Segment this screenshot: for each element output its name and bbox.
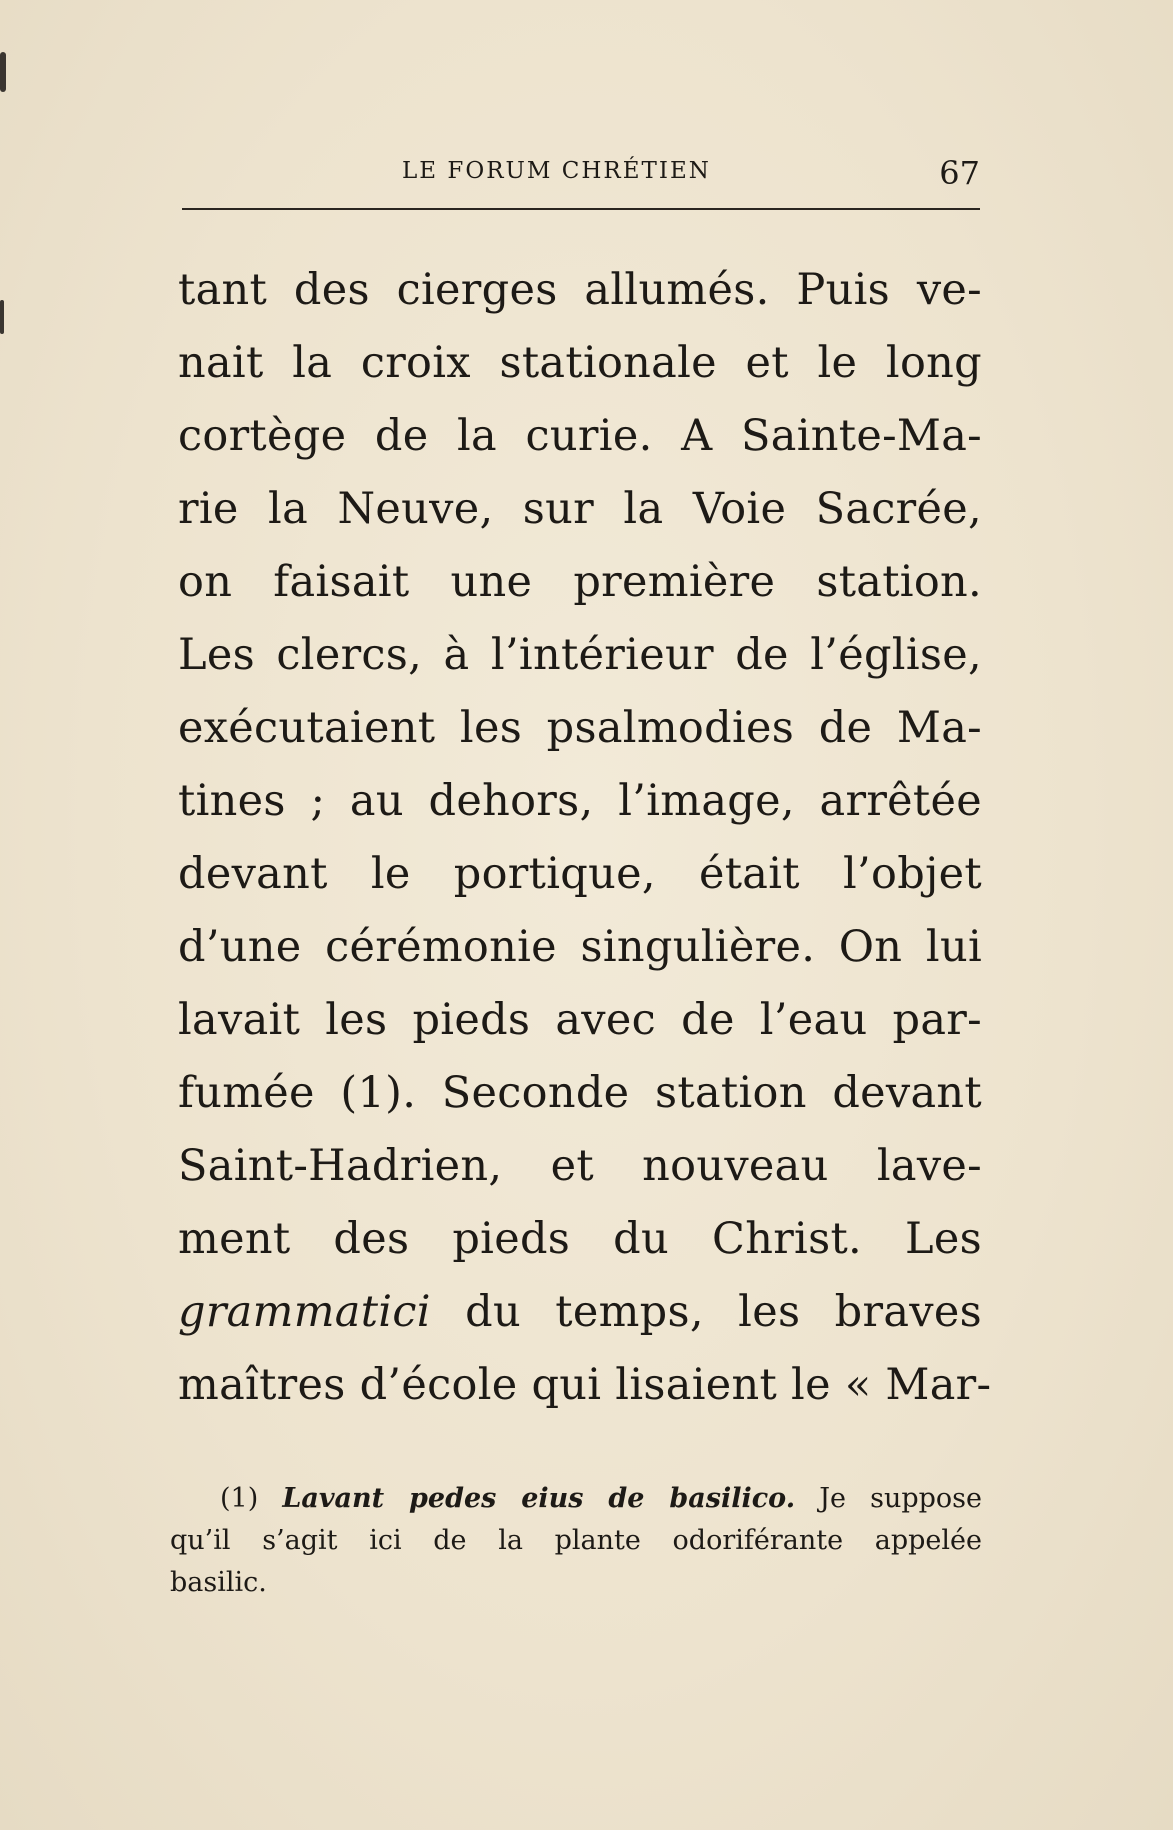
- footnote: [170, 1478, 982, 1604]
- page-edge-mark: [0, 52, 6, 92]
- text-line-rest: du temps, les braves: [430, 1287, 982, 1337]
- page-edge-mark: [0, 300, 4, 334]
- text-line: Les clercs, à l’intérieur de l’église,: [178, 630, 982, 680]
- footnote-text: Je suppose: [795, 1483, 982, 1514]
- running-title: LE FORUM CHRÉTIEN: [402, 158, 711, 184]
- text-line: Saint-Hadrien, et nouveau lave-: [178, 1141, 982, 1191]
- text-line: fumée (1). Seconde station devant: [178, 1068, 982, 1118]
- footnote-marker: (1): [220, 1483, 283, 1514]
- header-rule: [182, 208, 980, 210]
- text-line: d’une cérémonie singulière. On lui: [178, 922, 982, 972]
- footnote-line: basilic.: [170, 1567, 267, 1598]
- text-line: lavait les pieds avec de l’eau par-: [178, 995, 982, 1045]
- text-line: on faisait une première station.: [178, 557, 982, 607]
- text-line: nait la croix stationale et le long: [178, 338, 982, 388]
- text-line: ment des pieds du Christ. Les: [178, 1214, 982, 1264]
- footnote-line: [170, 1478, 982, 1520]
- page-number: 67: [939, 154, 980, 192]
- body-text: [178, 254, 992, 1422]
- footnote-latin-quote: Lavant pedes eius de basilico.: [282, 1483, 796, 1514]
- running-header: [182, 154, 980, 198]
- text-line: rie la Neuve, sur la Voie Sacrée,: [178, 484, 982, 534]
- footnote-line: qu’il s’agit ici de la plante odoriférante appelée: [170, 1525, 982, 1556]
- text-line: maîtres d’école qui lisaient le « Mar-: [178, 1360, 992, 1410]
- text-line: cortège de la curie. A Sainte-Ma-: [178, 411, 982, 461]
- text-line: exécutaient les psalmodies de Ma-: [178, 703, 982, 753]
- text-line-with-italic: [178, 1276, 982, 1349]
- text-line: tant des cierges allumés. Puis ve-: [178, 265, 982, 315]
- text-line: tines ; au dehors, l’image, arrêtée: [178, 776, 982, 826]
- italic-word: grammatici: [178, 1287, 431, 1337]
- text-line: devant le portique, était l’objet: [178, 849, 982, 899]
